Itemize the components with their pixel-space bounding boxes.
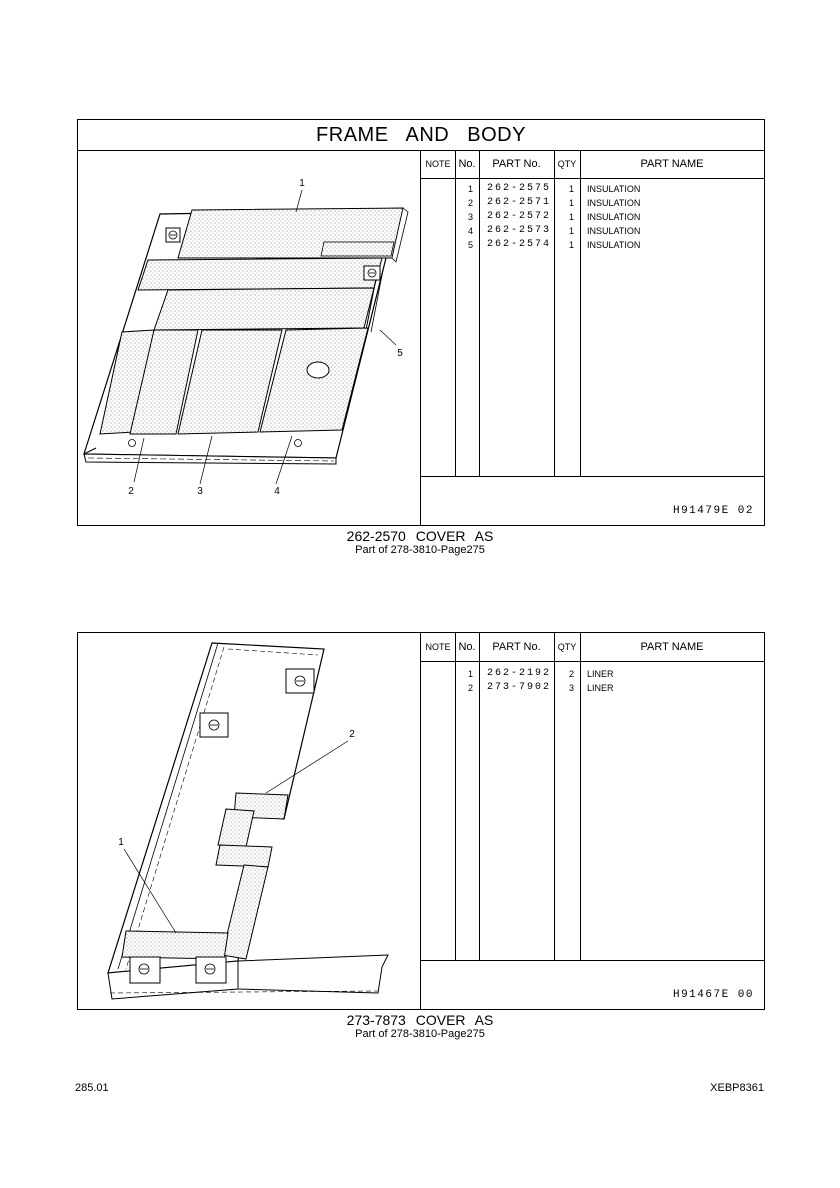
parts-table-2: NOTE No. PART No. QTY PART NAME 1 262-2192 2 LINER 2 273-7902 3 LINER H91467E 00: [420, 633, 764, 1009]
caption-title: 262-2570 COVER AS: [346, 528, 494, 544]
liner-part-1: [122, 931, 228, 959]
assembly-panel-1: [77, 119, 765, 526]
header-qty: QTY: [557, 159, 577, 169]
callout-5: 5: [397, 348, 403, 359]
section-title: FRAME AND BODY: [78, 120, 764, 151]
callout-1: 1: [118, 837, 124, 848]
caption-subtitle: Part of 278-3810-Page275: [355, 1028, 485, 1040]
caption-title: 273-7873 COVER AS: [346, 1012, 494, 1028]
header-part-name: PART NAME: [640, 158, 704, 170]
header-part-name: PART NAME: [640, 641, 704, 653]
callout-2: 2: [128, 486, 134, 497]
callout-3: 3: [197, 486, 203, 497]
callout-2: 2: [349, 729, 355, 740]
assembly-panel-2: [77, 632, 765, 1010]
parts-table-1: NOTE No. PART No. QTY PART NAME 1 262-2575 1 INSULATION 2 262-2571 1 INSULATION 3 262-2572 1 INSULATION 4 262-2573 1 INSULATION 5 262-2574 1 INSULATION H91479E 02: [420, 150, 764, 525]
drawing-code: H91467E 00: [672, 989, 754, 1001]
cover-illustration-2: [78, 633, 420, 1009]
drawing-code: H91479E 02: [672, 505, 754, 517]
header-part-no: PART No.: [492, 158, 541, 170]
header-qty: QTY: [557, 642, 577, 652]
cover-illustration-1: [78, 150, 420, 526]
caption-subtitle: Part of 278-3810-Page275: [355, 544, 485, 556]
header-note: NOTE: [425, 642, 451, 652]
assembly-caption-2: [270, 1013, 570, 1040]
header-part-no: PART No.: [492, 641, 541, 653]
page-number: 285.01: [75, 1082, 109, 1094]
header-note: NOTE: [425, 159, 451, 169]
callout-1: 1: [299, 178, 305, 189]
header-no: No.: [458, 158, 476, 170]
assembly-caption-1: [270, 529, 570, 556]
insulation-part-5: [138, 258, 382, 290]
header-no: No.: [458, 641, 476, 653]
callout-4: 4: [274, 486, 280, 497]
document-code: XEBP8361: [710, 1082, 764, 1094]
